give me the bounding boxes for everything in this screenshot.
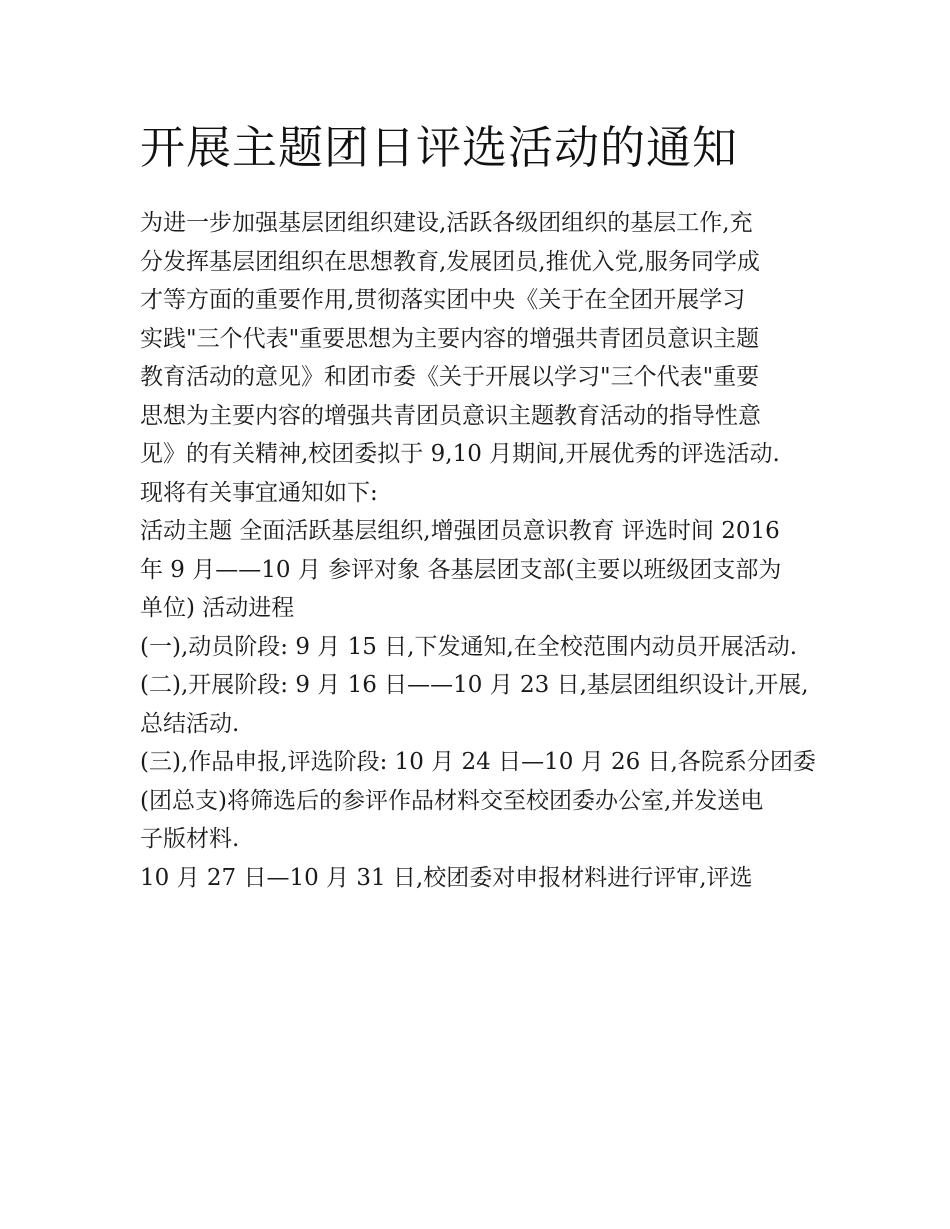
body-line: (二),开展阶段: 9 月 16 日——10 月 23 日,基层团组织设计,开展, <box>140 672 809 698</box>
body-line: 思想为主要内容的增强共青团员意识主题教育活动的指导性意 <box>140 402 761 429</box>
body-line: 教育活动的意见》和团市委《关于开展以学习"三个代表"重要 <box>140 364 760 390</box>
body-line: (团总支)将筛选后的参评作品材料交至校团委办公室,并发送电 <box>140 787 764 814</box>
body-line: 活动主题 全面活跃基层组织,增强团员意识教育 评选时间 2016 <box>140 518 780 544</box>
document-body <box>140 204 820 897</box>
body-line: 总结活动. <box>140 710 240 737</box>
body-line: 单位) 活动进程 <box>140 595 295 621</box>
body-line: 为进一步加强基层团组织建设,活跃各级团组织的基层工作,充 <box>140 210 753 236</box>
body-line: 才等方面的重要作用,贯彻落实团中央《关于在全团开展学习 <box>140 287 746 313</box>
body-line: 子版材料. <box>140 826 240 852</box>
body-line: 实践"三个代表"重要思想为主要内容的增强共青团员意识主题 <box>140 325 760 352</box>
body-line: 分发挥基层团组织在思想教育,发展团员,推优入党,服务同学成 <box>140 248 760 275</box>
document-title: 开展主题团日评选活动的通知 <box>140 121 739 174</box>
body-line: (三),作品申报,评选阶段: 10 月 24 日—10 月 26 日,各院系分团委 <box>140 749 816 775</box>
body-line: 现将有关事宜通知如下: <box>140 479 378 506</box>
body-line: 年 9 月——10 月 参评对象 各基层团支部(主要以班级团支部为 <box>140 556 782 583</box>
body-line: (一),动员阶段: 9 月 15 日,下发通知,在全校范围内动员开展活动. <box>140 633 798 660</box>
body-line: 10 月 27 日—10 月 31 日,校团委对申报材料进行评审,评选 <box>140 864 753 891</box>
body-line: 见》的有关精神,校团委拟于 9,10 月期间,开展优秀的评选活动. <box>140 441 780 467</box>
